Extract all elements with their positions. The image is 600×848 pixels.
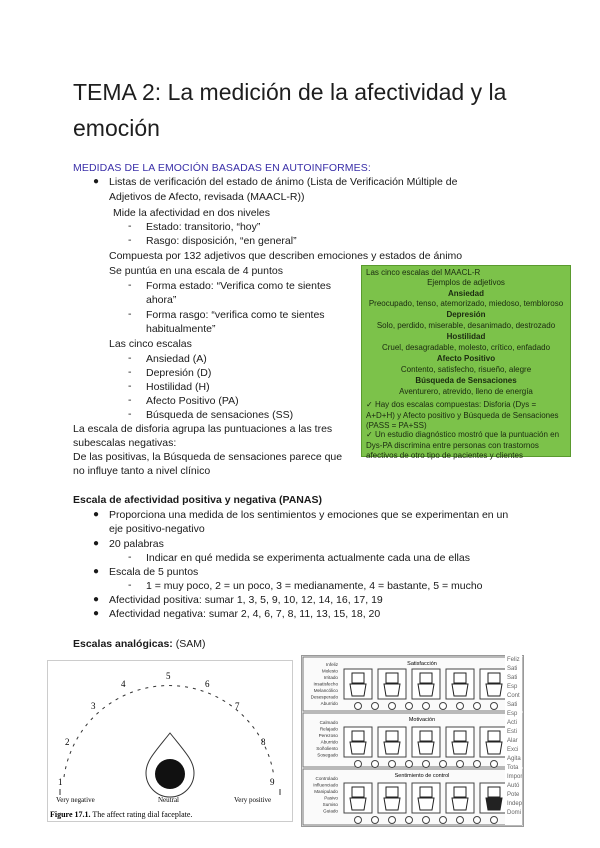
- sam-rating-circle: [457, 703, 464, 710]
- panas-b1-line1: Proporciona una medida de los sentimientos y emociones que se experimentan en un: [109, 509, 509, 521]
- sam-manikin-body: [418, 798, 434, 810]
- forma-rasgo-line1: Forma rasgo: “verifica como te sientes: [146, 309, 325, 321]
- dial-number-5: 5: [166, 671, 171, 681]
- sam-rating-circle: [423, 703, 430, 710]
- sam-rating-circle: [491, 703, 498, 710]
- section-heading-panas: Escala de afectividad positiva y negativa (PANAS): [73, 494, 322, 506]
- sam-label: Insatisfecho: [313, 681, 338, 687]
- sam-right-label: Esp: [507, 711, 518, 717]
- dial-right-label: Very positive: [234, 796, 272, 804]
- sam-rating-circle: [440, 817, 447, 824]
- sam-label: Melancólico: [313, 688, 338, 693]
- bullet-icon: ●: [93, 176, 100, 187]
- compuesta-text: Compuesta por 132 adjetivos que describen emociones y estados de ánimo: [109, 250, 463, 262]
- sam-right-label: Cont: [507, 693, 520, 699]
- sam-rating-circle: [406, 761, 413, 768]
- dash-icon: -: [128, 579, 132, 591]
- dash-icon: -: [128, 408, 132, 420]
- sam-right-label: Esti: [507, 729, 518, 735]
- sam-right-label: Feliz: [507, 657, 520, 663]
- sam-label: Aburrido: [320, 701, 338, 706]
- dial-mid-label: Neutral: [158, 796, 179, 804]
- sam-manikin-body: [384, 798, 400, 810]
- sam-rating-circle: [457, 761, 464, 768]
- sam-rating-circle: [355, 817, 362, 824]
- dial-caption: Figure 17.1. The affect rating dial faceplate.: [50, 810, 193, 819]
- scale-item: Hostilidad (H): [146, 381, 210, 393]
- sam-label: Soñoliento: [316, 746, 338, 751]
- sam-manikin-body: [452, 742, 468, 754]
- bullet-icon: ●: [93, 594, 100, 605]
- sam-manikin-body: [418, 742, 434, 754]
- dial-left-label: Very negative: [56, 796, 95, 804]
- dial-number-9: 9: [270, 777, 275, 787]
- check-icon: ✓: [366, 430, 375, 439]
- bullet-icon: ●: [93, 608, 100, 619]
- scale-item: Búsqueda de sensaciones (SS): [146, 409, 294, 421]
- affect-rating-dial-figure: [47, 660, 293, 822]
- positivas-line1: De las positivas, la Búsqueda de sensaciones parece que: [73, 451, 343, 463]
- dial-number-4: 4: [121, 679, 126, 689]
- bullet-icon: ●: [93, 538, 100, 549]
- sam-right-label: Exci: [507, 747, 519, 753]
- sam-rating-circle: [491, 817, 498, 824]
- sam-manikin-body: [418, 684, 434, 696]
- sam-right-label: Sati: [507, 666, 518, 672]
- sam-right-label: Alar: [507, 738, 518, 744]
- dash-icon: -: [128, 308, 132, 320]
- sam-manikin-head: [454, 731, 466, 741]
- item-listas-line1: Listas de verificación del estado de ánimo (Lista de Verificación Múltiple de: [109, 176, 458, 188]
- sam-manikin-body: [350, 684, 366, 696]
- bullet-icon: ●: [93, 509, 100, 520]
- sam-label: Sosegado: [317, 752, 338, 758]
- sam-right-label: Autó: [507, 783, 520, 789]
- sam-manikin-body: [452, 798, 468, 810]
- sam-label: Relajado: [319, 726, 338, 732]
- sam-rating-circle: [355, 761, 362, 768]
- dash-icon: -: [128, 366, 132, 378]
- sam-rating-circle: [474, 761, 481, 768]
- box-ansiedad: Preocupado, tenso, atemorizado, miedoso, tembloroso: [368, 299, 564, 308]
- dash-icon: -: [128, 551, 132, 563]
- sam-right-label: Esp: [507, 684, 518, 690]
- sam-row2-title: Motivación: [408, 717, 436, 723]
- sam-manikin-head: [420, 731, 432, 741]
- page-title: TEMA 2: La medición de la afectividad y la emoción: [73, 79, 507, 141]
- sam-illustration: [302, 656, 523, 826]
- panas-b5: Afectividad negativa: sumar 2, 4, 6, 7, 8, 11, 13, 15, 18, 20: [109, 608, 381, 620]
- box-depresion: Solo, perdido, miserable, desanimado, destrozado: [376, 321, 556, 330]
- sam-right-label: Impor: [507, 774, 522, 780]
- sam-label: Sumiso: [322, 802, 338, 807]
- sam-right-label: Agita: [507, 756, 521, 762]
- dial-illustration: [48, 661, 292, 821]
- scale-item: Ansiedad (A): [146, 353, 207, 365]
- sam-label: Influenciado: [313, 782, 338, 788]
- panas-b2-sub: Indicar en qué medida se experimenta actualmente cada una de ellas: [146, 552, 470, 564]
- sam-manikin-body: [384, 684, 400, 696]
- sam-label: Desesperado: [310, 694, 338, 700]
- box-check-1: ✓ Hay dos escalas compuestas: Disforia (Dys = A+D+H) y Afecto positivo y Búsqueda de Sensaciones (PASS = PA+SS): [366, 400, 559, 430]
- sam-label: Aburrido: [320, 739, 338, 745]
- sam-manikin-head: [386, 787, 398, 797]
- forma-estado-line2: ahora”: [146, 294, 177, 306]
- sam-rating-circle: [440, 761, 447, 768]
- dial-number-7: 7: [235, 701, 240, 711]
- sam-manikin-head: [488, 787, 500, 797]
- dial-number-1: 1: [58, 777, 63, 787]
- sam-label: Guiado: [323, 808, 338, 814]
- rasgo-text: Rasgo: disposición, “en general”: [146, 235, 297, 247]
- sam-right-label: Pote: [507, 792, 520, 798]
- sam-manikin-head: [352, 787, 364, 797]
- sam-right-label: Sati: [507, 675, 518, 681]
- sam-label: Manipulado: [314, 789, 338, 794]
- puntua-text: Se puntúa en una escala de 4 puntos: [109, 265, 283, 277]
- sam-rating-circle: [406, 703, 413, 710]
- sam-manikin-head: [488, 673, 500, 683]
- scale-item: Afecto Positivo (PA): [146, 395, 239, 407]
- sam-rating-circle: [406, 817, 413, 824]
- sam-label: Irritado: [323, 675, 338, 680]
- box-check-2: ✓ Un estudio diagnóstico mostró que la puntuación en Dys-PA discrimina entre personas con trastornos afectivos de otro tipo de pacientes y clientes: [366, 430, 560, 460]
- sam-label: Perezoso: [318, 733, 338, 738]
- dial-knob: [155, 759, 185, 789]
- box-title: Las cinco escalas del MAACL-R: [366, 268, 481, 277]
- sam-right-label: Tota: [507, 765, 519, 771]
- sam-row1-title: Satisfacción: [407, 661, 437, 667]
- bullet-icon: ●: [93, 566, 100, 577]
- sam-label: Calmado: [319, 720, 338, 725]
- sam-label-group: [311, 662, 339, 814]
- disforia-line2: subescalas negativas:: [73, 437, 177, 449]
- sam-rating-circle: [491, 761, 498, 768]
- box-heading-afecto: Afecto Positivo: [436, 354, 496, 363]
- sam-manikin-body: [350, 742, 366, 754]
- sam-manikin-head: [454, 673, 466, 683]
- box-heading-hostilidad: Hostilidad: [446, 332, 486, 341]
- forma-rasgo-line2: habitualmente”: [146, 323, 216, 335]
- sam-rating-circle: [389, 703, 396, 710]
- sam-rating-circle: [389, 817, 396, 824]
- mide-text: Mide la afectividad en dos niveles: [113, 207, 271, 219]
- box-heading-busqueda: Búsqueda de Sensaciones: [415, 376, 517, 385]
- sam-label: Pasivo: [324, 795, 338, 801]
- scale-item: Depresión (D): [146, 367, 212, 379]
- sam-row3-title: Sentimiento de control: [394, 773, 450, 779]
- estado-text: Estado: transitorio, “hoy”: [146, 221, 261, 233]
- sam-manikin-body: [486, 742, 502, 754]
- sam-right-label: Domi: [507, 810, 522, 816]
- panas-b4: Afectividad positiva: sumar 1, 3, 5, 9, 10, 12, 14, 16, 17, 19: [109, 594, 383, 606]
- positivas-line2: no influye tanto a nivel clínico: [73, 465, 211, 477]
- box-hostilidad: Cruel, desagradable, molesto, crítico, enfadado: [381, 343, 551, 352]
- dial-number-2: 2: [65, 737, 70, 747]
- sam-manikin-head: [386, 731, 398, 741]
- panas-b2: 20 palabras: [109, 538, 164, 550]
- check-icon: ✓: [366, 400, 375, 409]
- dash-icon: -: [128, 220, 132, 232]
- sam-label: Molesto: [321, 668, 338, 674]
- maacl-scales-box: [361, 265, 571, 460]
- sam-rating-circle: [440, 703, 447, 710]
- dash-icon: -: [128, 352, 132, 364]
- sam-manikin-head: [352, 731, 364, 741]
- sam-manikin-head: [488, 731, 500, 741]
- sam-right-labels: [505, 655, 522, 825]
- sam-figure: [301, 655, 524, 827]
- sam-manikin-body: [350, 798, 366, 810]
- sam-rating-circle: [457, 817, 464, 824]
- sam-rating-circle: [423, 761, 430, 768]
- sam-rating-circle: [389, 761, 396, 768]
- sam-label: Infeliz: [325, 662, 338, 667]
- sam-manikin-head: [352, 673, 364, 683]
- section-heading-analogicas: Escalas analógicas: (SAM): [73, 638, 206, 650]
- sam-manikin-head: [454, 787, 466, 797]
- sam-manikin-body: [384, 742, 400, 754]
- box-ejemplos: Ejemplos de adjetivos: [427, 278, 505, 287]
- section-heading-autoinformes: MEDIDAS DE LA EMOCIÓN BASADAS EN AUTOINFORMES:: [73, 162, 371, 174]
- sam-rating-circle: [355, 703, 362, 710]
- dial-number-3: 3: [91, 701, 96, 711]
- sam-rating-circle: [372, 817, 379, 824]
- sam-manikin-body: [486, 684, 502, 696]
- sam-label: Controlado: [315, 776, 338, 781]
- box-heading-depresion: Depresión: [446, 310, 486, 319]
- sam-right-label: Acti: [507, 720, 518, 726]
- disforia-line1: La escala de disforia agrupa las puntuaciones a las tres: [73, 423, 333, 435]
- box-afecto: Contento, satisfecho, risueño, alegre: [400, 365, 532, 374]
- sam-rating-circle: [474, 817, 481, 824]
- dash-icon: -: [128, 279, 132, 291]
- sam-manikin-body: [486, 798, 502, 810]
- sam-manikin-head: [386, 673, 398, 683]
- dash-icon: -: [128, 394, 132, 406]
- sam-rating-circle: [423, 817, 430, 824]
- sam-manikin-head: [420, 787, 432, 797]
- sam-rating-circle: [474, 703, 481, 710]
- sam-right-label: Indep: [507, 801, 522, 807]
- sam-manikin-head: [420, 673, 432, 683]
- forma-estado-line1: Forma estado: “Verifica como te sientes: [146, 280, 331, 292]
- dial-number-8: 8: [261, 737, 266, 747]
- box-heading-ansiedad: Ansiedad: [447, 289, 484, 298]
- panas-b3-sub: 1 = muy poco, 2 = un poco, 3 = medianamente, 4 = bastante, 5 = mucho: [146, 580, 483, 592]
- sam-manikin-body: [452, 684, 468, 696]
- panas-b3: Escala de 5 puntos: [109, 566, 199, 578]
- dial-number-6: 6: [205, 679, 210, 689]
- item-listas-line2: Adjetivos de Afecto, revisada (MAACL-R)): [109, 191, 305, 203]
- cinco-escalas-text: Las cinco escalas: [109, 338, 192, 350]
- dash-icon: -: [128, 234, 132, 246]
- dash-icon: -: [128, 380, 132, 392]
- sam-right-label: Sati: [507, 702, 518, 708]
- panas-b1-line2: eje positivo-negativo: [109, 523, 205, 535]
- sam-rating-circle: [372, 703, 379, 710]
- sam-rating-circle: [372, 761, 379, 768]
- box-busqueda: Aventurero, atrevido, lleno de energía: [399, 387, 533, 396]
- sam-figure-group: [344, 669, 508, 824]
